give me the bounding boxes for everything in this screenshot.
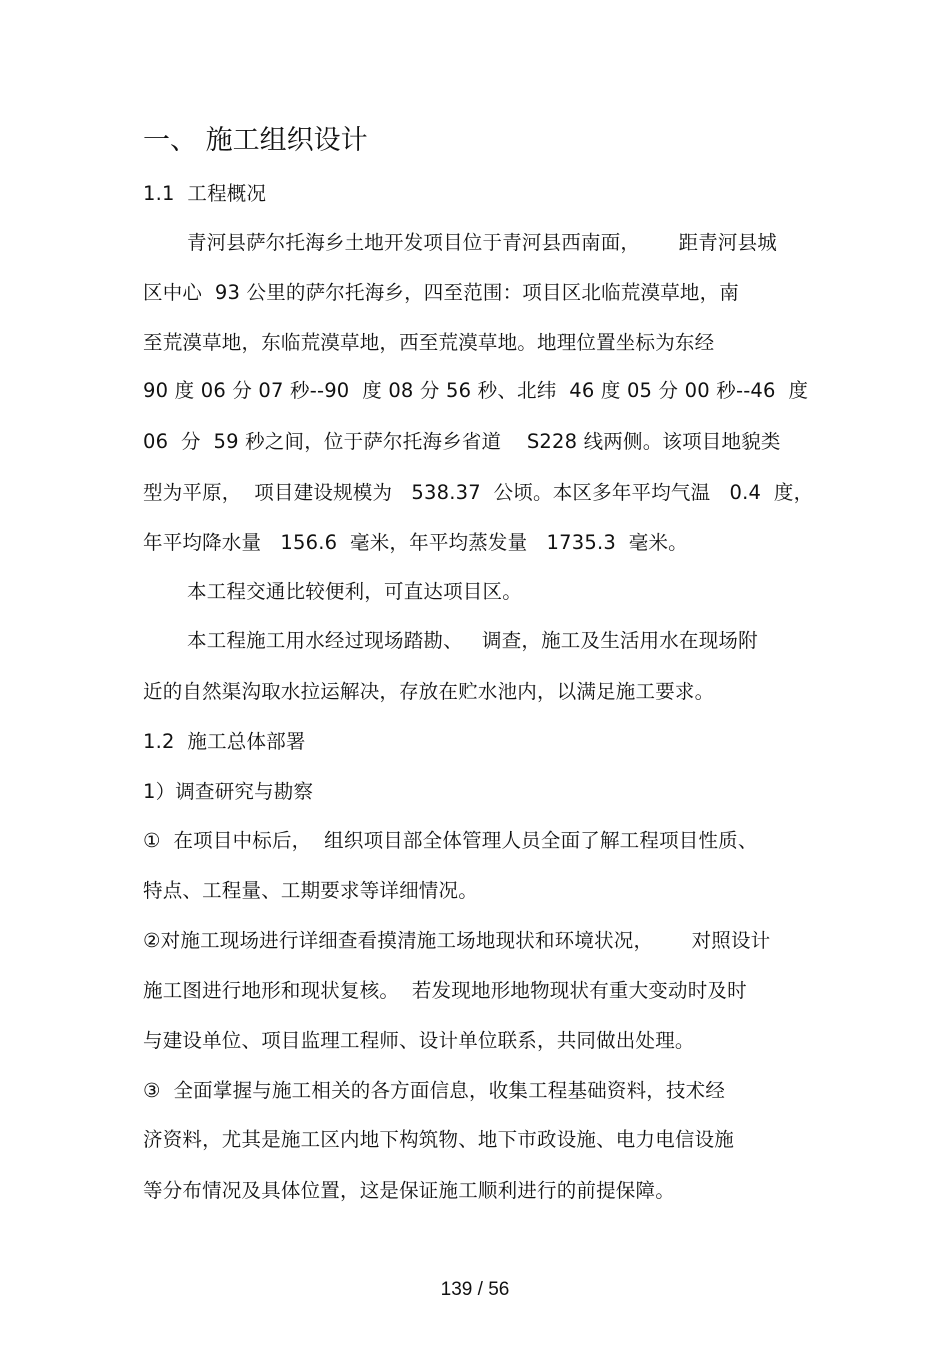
paragraph-line: 本工程交通比较便利，可直达项目区。 — [187, 580, 522, 603]
list-item-line: 与建设单位、项目监理工程师、设计单位联系，共同做出处理。 — [143, 1029, 695, 1052]
paragraph-line: 区中心 93 公里的萨尔托海乡，四至范围：项目区北临荒漠草地，南 — [143, 281, 740, 304]
page-number: 139 / 56 — [440, 1279, 510, 1300]
list-item-line: ① 在项目中标后， 组织项目部全体管理人员全面了解工程项目性质、 — [143, 829, 758, 852]
paragraph-line: 本工程施工用水经过现场踏勘、 调查，施工及生活用水在现场附 — [187, 629, 758, 652]
paragraph-line: 近的自然渠沟取水拉运解决，存放在贮水池内，以满足施工要求。 — [143, 680, 715, 703]
paragraph-line: 年平均降水量 156.6 毫米，年平均蒸发量 1735.3 毫米。 — [143, 531, 688, 554]
subsection-heading: 1.2 施工总体部署 — [143, 730, 306, 753]
paragraph-line: 青河县萨尔托海乡土地开发项目位于青河县西南面， 距青河县城 — [187, 231, 777, 254]
list-item-line: ③ 全面掌握与施工相关的各方面信息，收集工程基础资料，技术经 — [143, 1079, 726, 1102]
list-item-line: 特点、工程量、工期要求等详细情况。 — [143, 879, 478, 902]
list-item-line: 等分布情况及具体位置，这是保证施工顺利进行的前提保障。 — [143, 1179, 675, 1202]
list-item-line: 济资料，尤其是施工区内地下构筑物、地下市政设施、电力电信设施 — [143, 1128, 735, 1151]
list-heading: 1）调查研究与勘察 — [143, 780, 314, 803]
section-heading: 一、 施工组织设计 — [143, 125, 368, 156]
list-item-line: 施工图进行地形和现状复核。 若发现地形地物现状有重大变动时及时 — [143, 979, 747, 1002]
list-item-line: ②对施工现场进行详细查看摸清施工场地现状和环境状况， 对照设计 — [143, 929, 771, 952]
paragraph-line: 型为平原， 项目建设规模为 538.37 公顷。本区多年平均气温 0.4 度， — [143, 481, 814, 504]
subsection-heading: 1.1 工程概况 — [143, 182, 267, 205]
paragraph-line: 06 分 59 秒之间，位于萨尔托海乡省道 S228 线两侧。该项目地貌类 — [143, 430, 781, 453]
paragraph-line: 90 度 06 分 07 秒--90 度 08 分 56 秒、北纬 46 度 05 分 00 秒--46 度 — [143, 379, 809, 402]
paragraph-line: 至荒漠草地，东临荒漠草地，西至荒漠草地。地理位置坐标为东经 — [143, 331, 715, 354]
